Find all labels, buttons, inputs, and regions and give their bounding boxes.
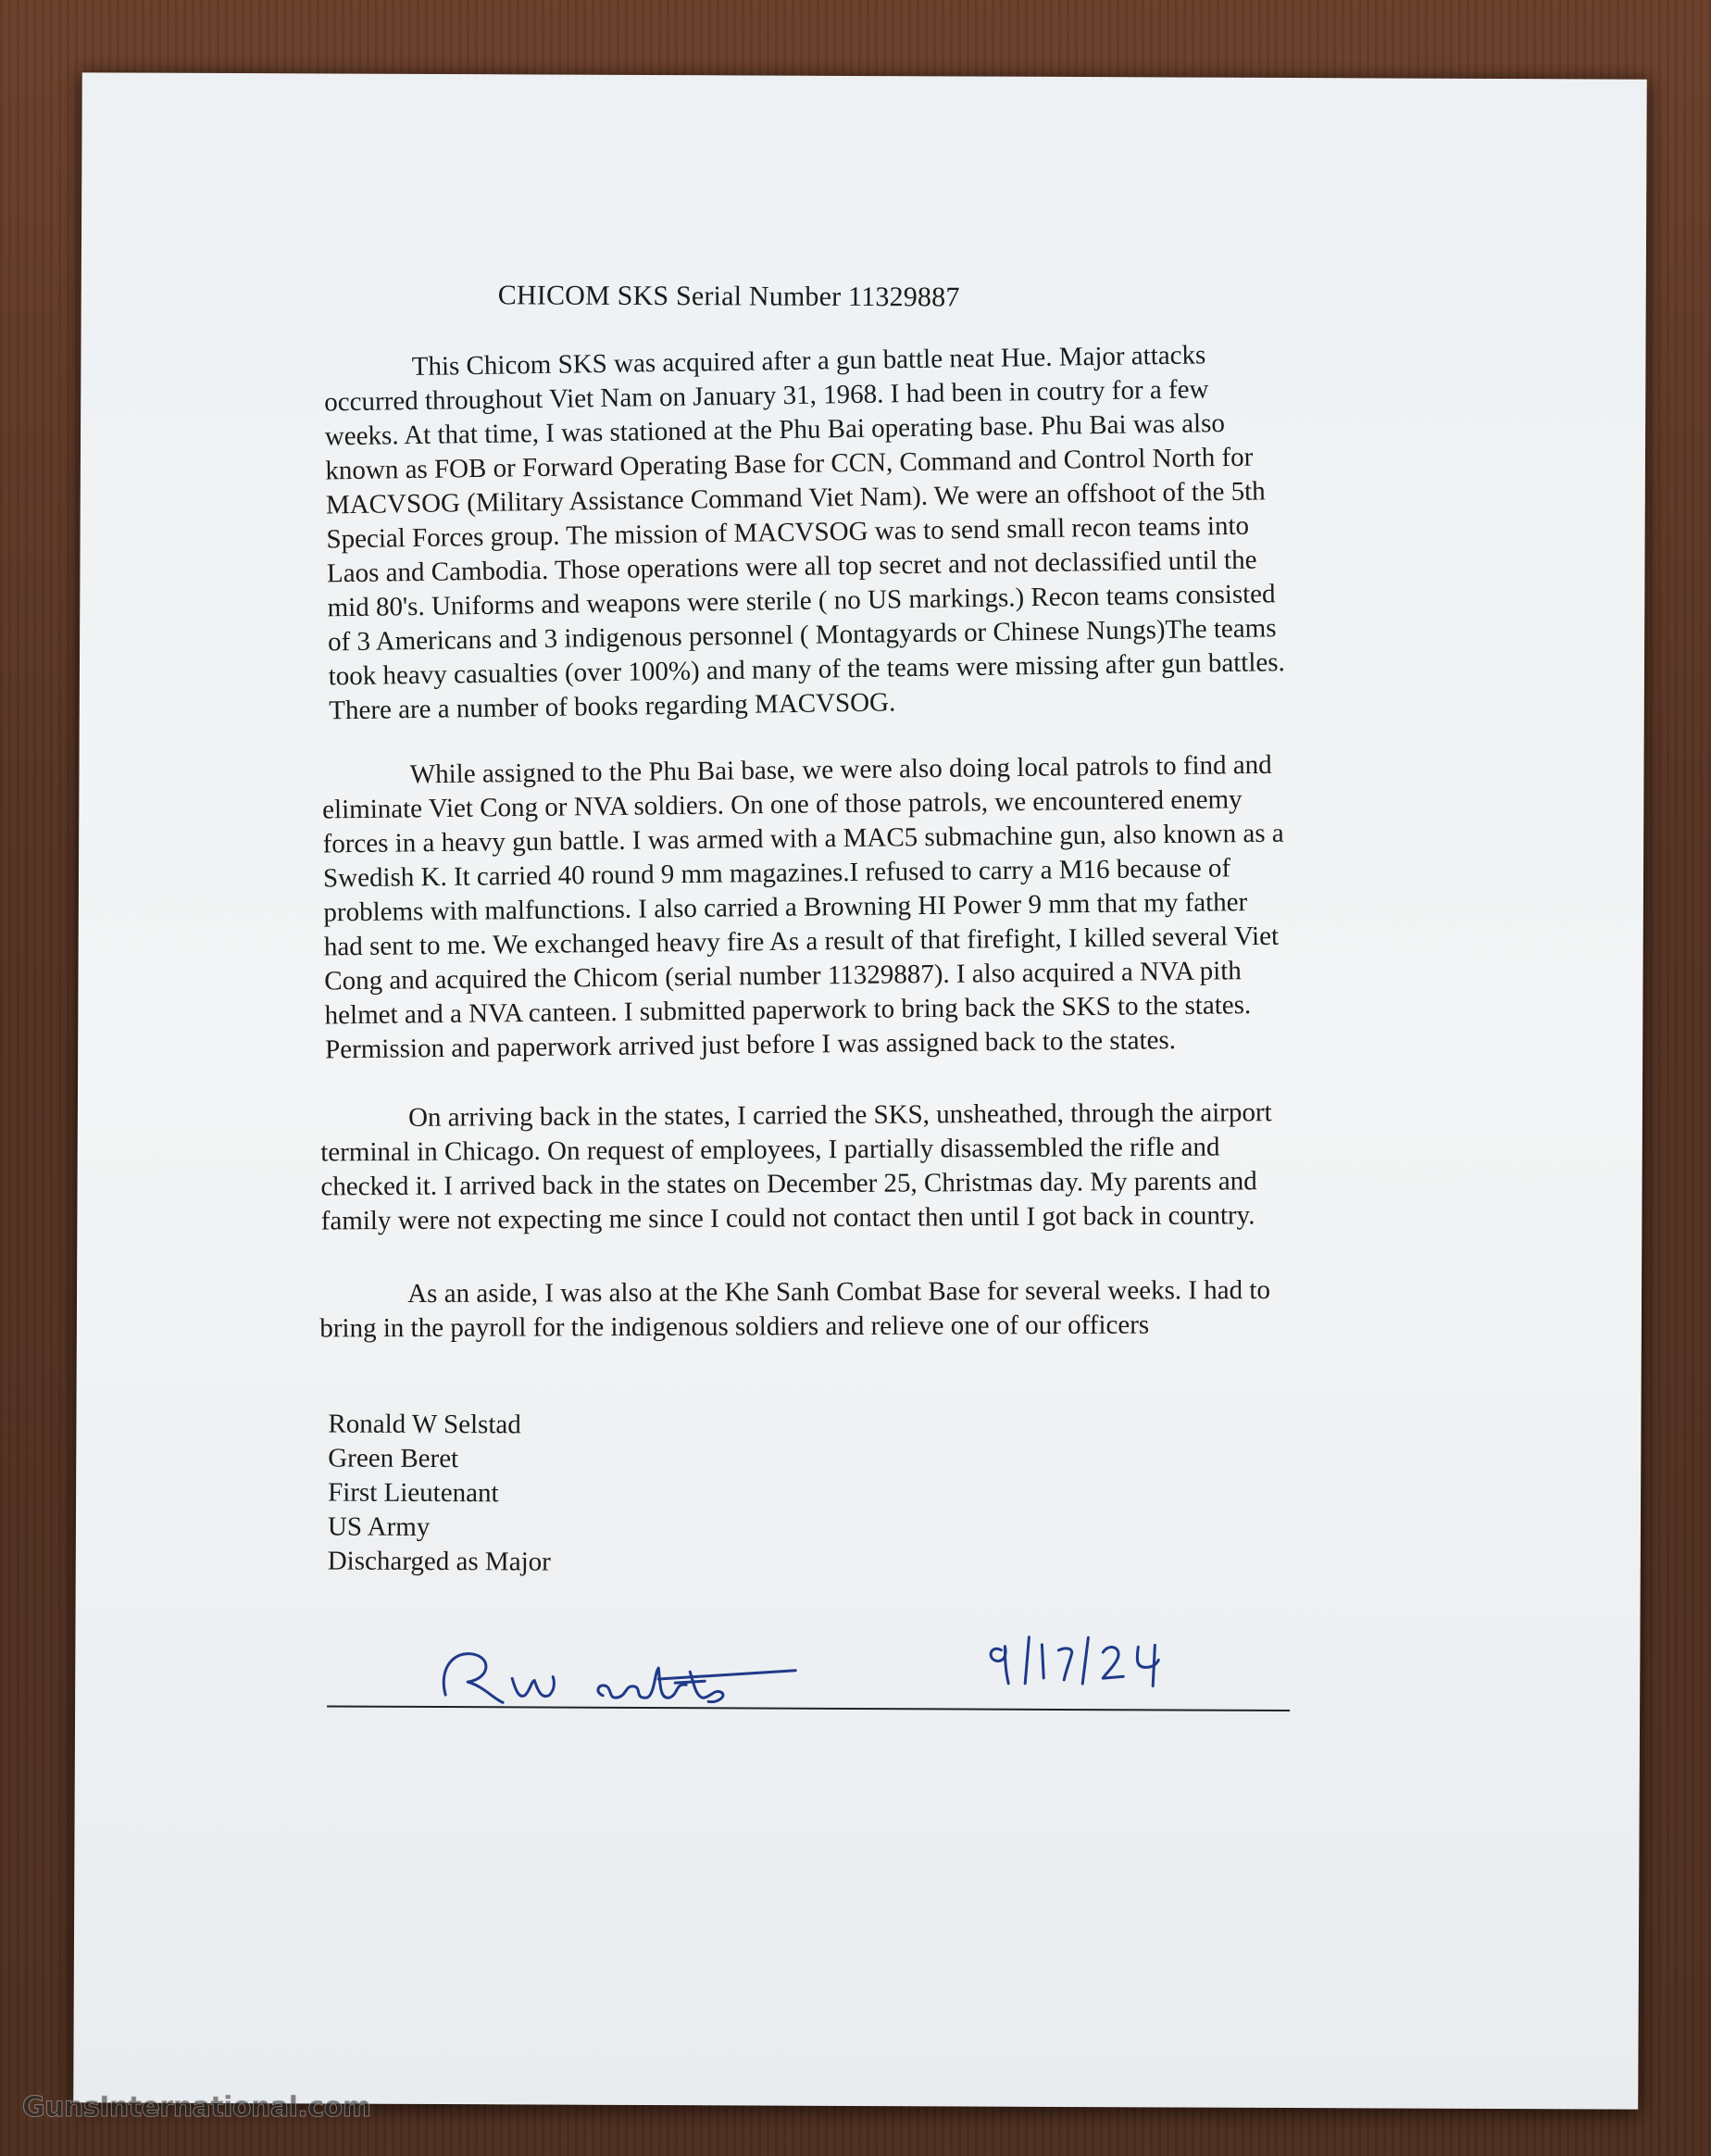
paragraph-line: Swedish K. It carried 40 round 9 mm magazines.I refused to carry a M16 because of	[322, 853, 1231, 894]
paragraph-3	[320, 1095, 1488, 1239]
paragraph-line: weeks. At that time, I was stationed at the Phu Bai operating base. Phu Bai was also	[324, 408, 1226, 452]
paragraph-line: checked it. I arrived back in the states on December 25, Christmas day. My parents and	[320, 1166, 1257, 1202]
signer-rank: First Lieutenant	[328, 1477, 499, 1509]
signer-name: Ronald W Selstad	[328, 1409, 521, 1440]
paragraph-4	[319, 1272, 1486, 1346]
paragraph-line: of 3 Americans and 3 indigenous personnel ( Montagyards or Chinese Nungs)The teams	[327, 613, 1277, 658]
paragraph-line: eliminate Viet Cong or NVA soldiers. On one of those patrols, we encountered enemy	[322, 784, 1243, 825]
paragraph-line: On arriving back in the states, I carried the SKS, unsheathed, through the airport	[407, 1097, 1272, 1133]
paragraph-line: family were not expecting me since I could not contact then until I got back in country.	[320, 1200, 1255, 1236]
paragraph-line: Permission and paperwork arrived just before I was assigned back to the states.	[324, 1025, 1177, 1065]
paragraph-line: problems with malfunctions. I also carried a Browning HI Power 9 mm that my father	[323, 887, 1248, 928]
paragraph-line: This Chicom SKS was acquired after a gun battle neat Hue. Major attacks	[411, 340, 1206, 382]
paragraph-line: forces in a heavy gun battle. I was armed with a MAC5 submachine gun, also known as a	[322, 818, 1284, 859]
paragraph-line: Cong and acquired the Chicom (serial number 11329887). I also acquired a NVA pith	[324, 956, 1243, 997]
paragraph-line: helmet and a NVA canteen. I submitted paperwork to bring back the SKS to the states.	[324, 990, 1252, 1031]
signer-unit: Green Beret	[328, 1443, 459, 1474]
paragraph-line: While assigned to the Phu Bai base, we were also doing local patrols to find and	[409, 749, 1272, 790]
paragraph-line: MACVSOG (Military Assistance Command Viet Nam). We were an offshoot of the 5th	[325, 476, 1266, 520]
paragraph-line: There are a number of books regarding MACVSOG.	[328, 687, 896, 726]
signer-discharge: Discharged as Major	[327, 1546, 551, 1577]
watermark: GunsInternational.com	[22, 2091, 371, 2124]
handwritten-signature	[427, 1630, 816, 1724]
signature-block	[328, 1407, 552, 1579]
paragraph-line: bring in the payroll for the indigenous soldiers and relieve one of our officers	[319, 1310, 1150, 1344]
paragraph-line: As an aside, I was also at the Khe Sanh Combat Base for several weeks. I had to	[407, 1274, 1271, 1310]
paragraph-line: terminal in Chicago. On request of employees, I partially disassembled the rifle and	[320, 1132, 1220, 1168]
document-title: CHICOM SKS Serial Number 11329887	[497, 280, 960, 313]
paragraph-1	[323, 334, 1495, 729]
paragraph-line: Special Forces group. The mission of MACVSOG was to send small recon teams into	[326, 510, 1250, 555]
paragraph-line: occurred throughout Viet Nam on January 31, 1968. I had been in coutry for a few	[324, 374, 1209, 418]
paragraph-line: took heavy casualties (over 100%) and many of the teams were missing after gun battles.	[328, 647, 1286, 692]
signer-branch: US Army	[327, 1511, 431, 1542]
handwritten-date	[973, 1619, 1214, 1703]
paragraph-2	[322, 746, 1492, 1067]
paragraph-line: known as FOB or Forward Operating Base for CCN, Command and Control North for	[325, 442, 1254, 486]
paragraph-line: had sent to me. We exchanged heavy fire As a result of that firefight, I killed several Viet	[323, 921, 1280, 962]
paragraph-line: Laos and Cambodia. Those operations were all top secret and not declassified until the	[326, 545, 1257, 589]
paragraph-line: mid 80's. Uniforms and weapons were sterile ( no US markings.) Recon teams consisted	[327, 579, 1276, 623]
document-paper	[73, 72, 1647, 2109]
